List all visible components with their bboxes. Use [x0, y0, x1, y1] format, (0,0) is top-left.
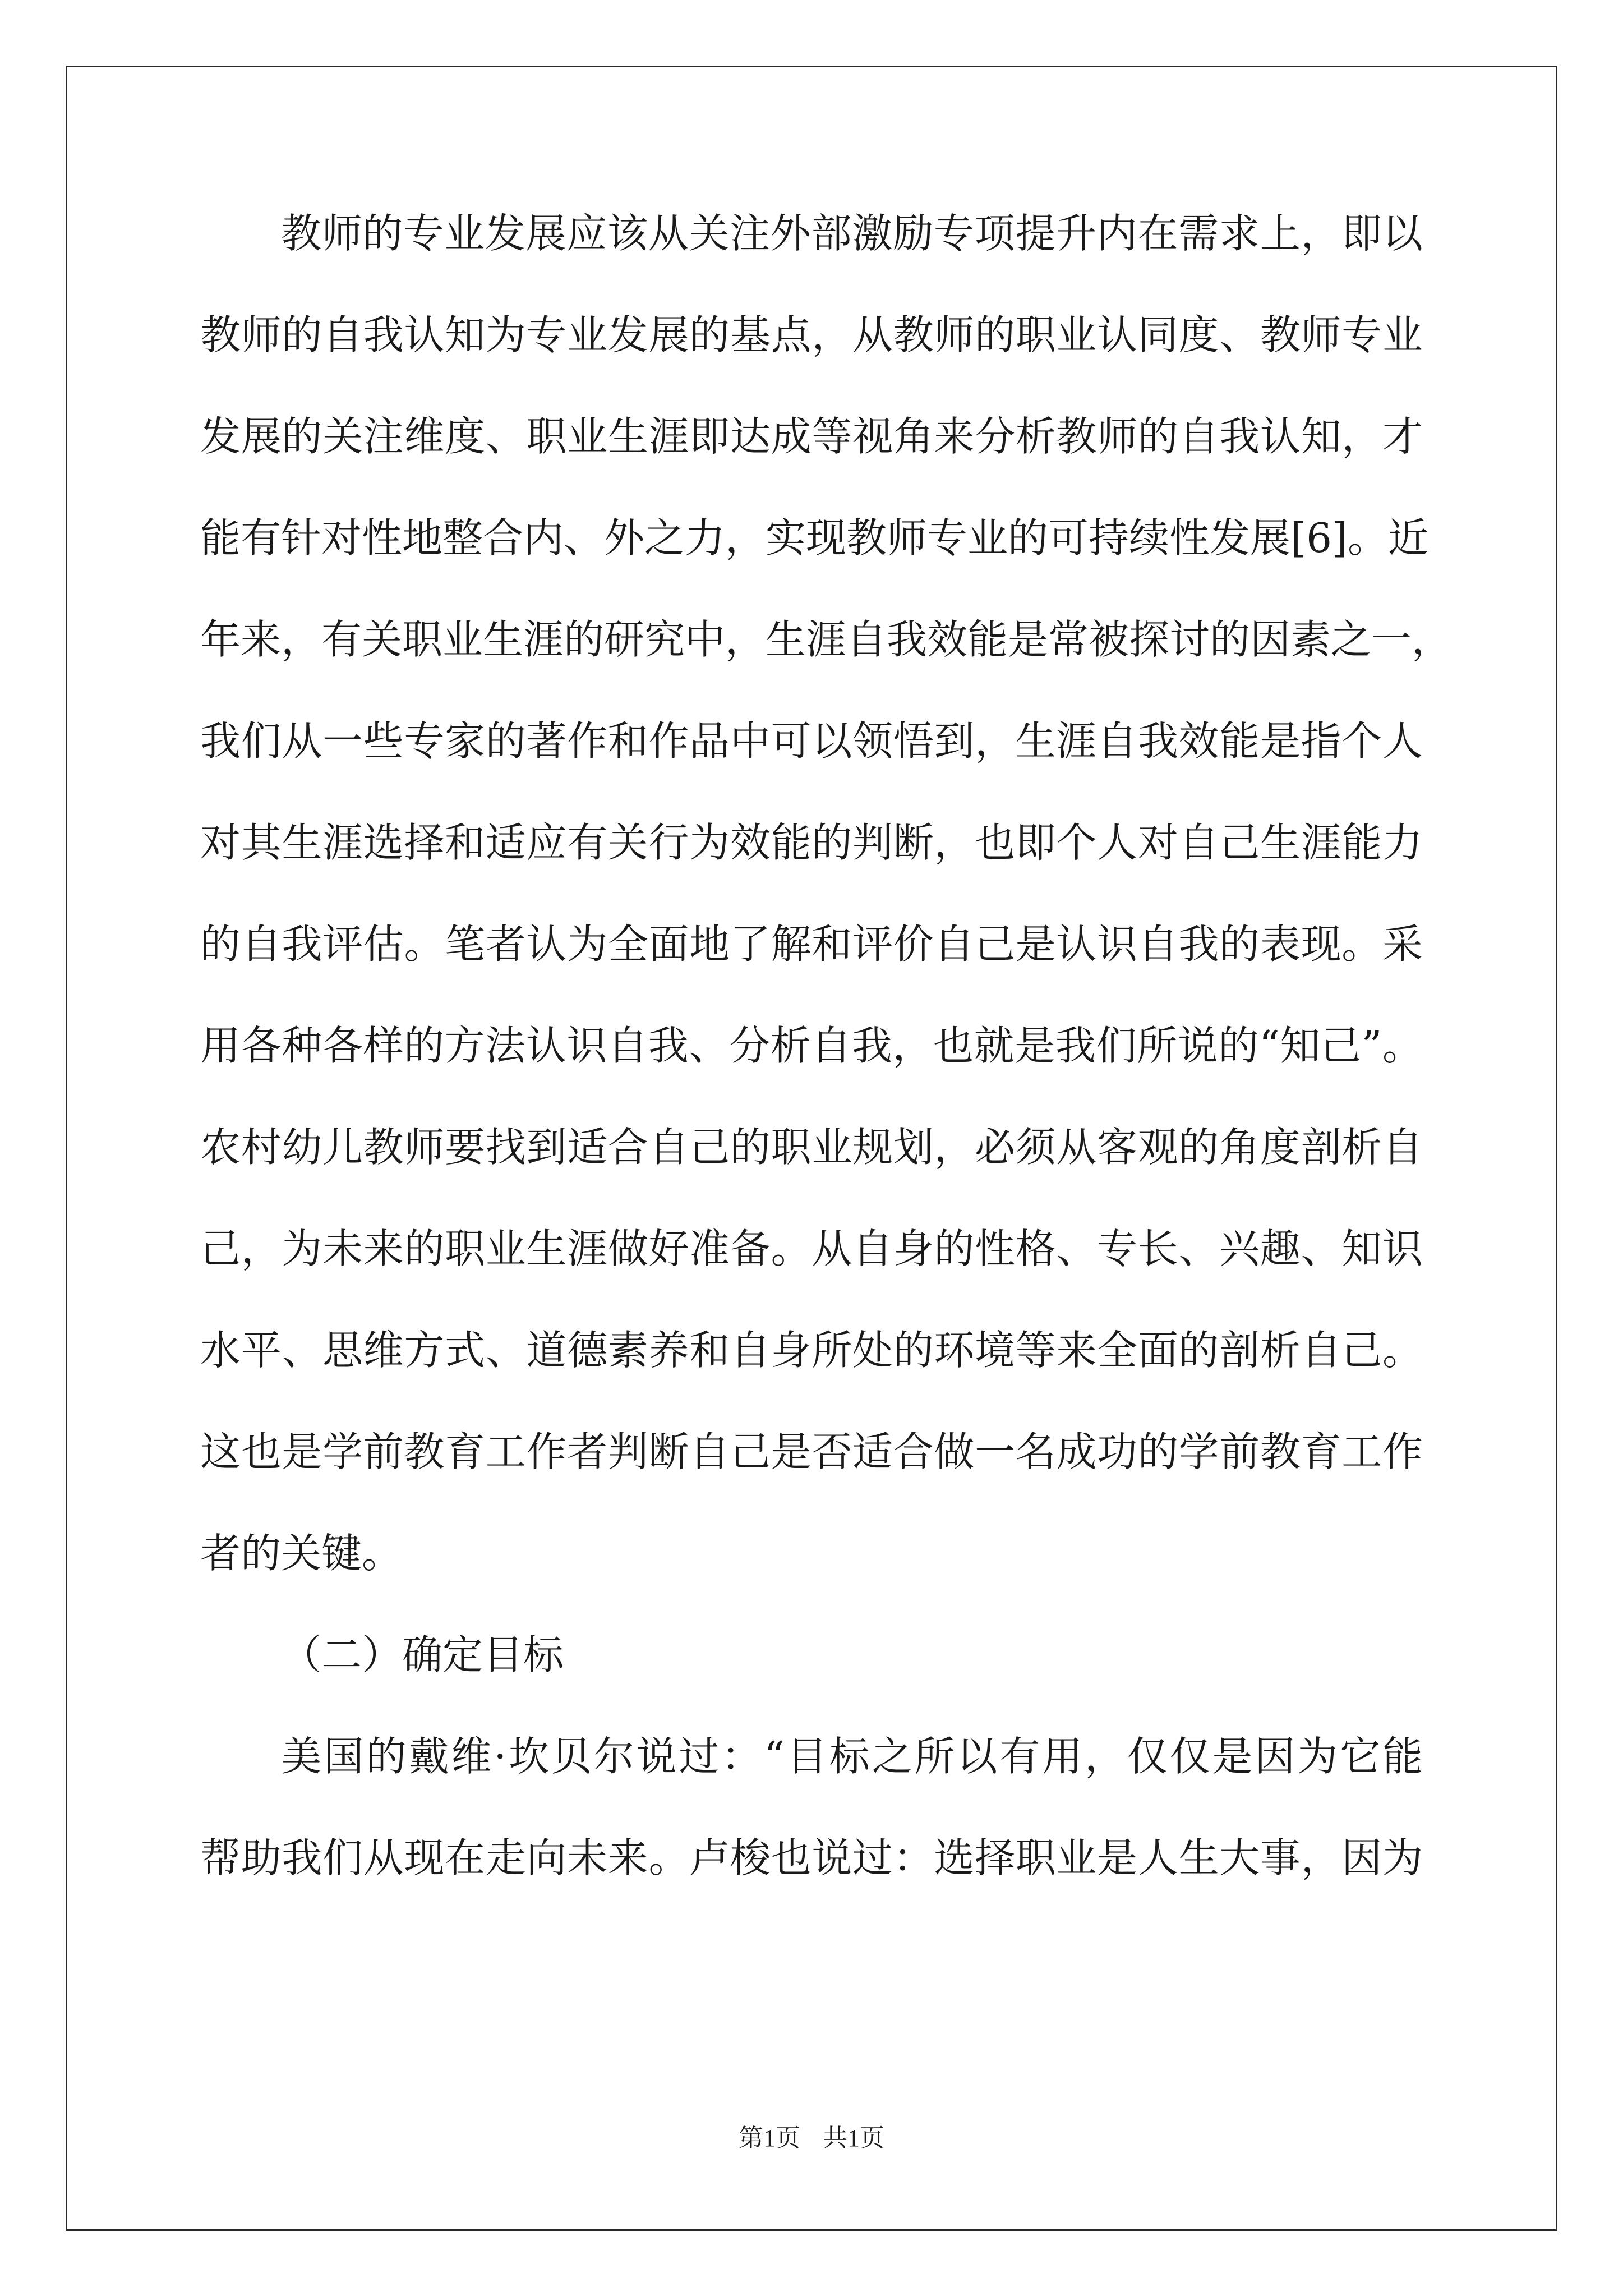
paragraph-line-8: 的自我评估。笔者认为全面地了解和评价自己是认识自我的表现。采: [200, 921, 1423, 968]
paragraph-line-7: 对其生涯选择和适应有关行为效能的判断，也即个人对自己生涯能力: [200, 819, 1423, 866]
paragraph-line-1: 教师的专业发展应该从关注外部激励专项提升内在需求上，即以: [281, 210, 1423, 257]
paragraph-line-4: 能有针对性地整合内、外之力，实现教师专业的可持续性发展[6]。近: [200, 514, 1428, 562]
section-heading: （二）确定目标: [281, 1631, 564, 1678]
paragraph-line-9: 用各种各样的方法认识自我、分析自我，也就是我们所说的“知己”。: [200, 1022, 1423, 1069]
paragraph-line-14: 者的关键。: [200, 1530, 403, 1577]
paragraph-line-16: 美国的戴维·坎贝尔说过：“目标之所以有用，仅仅是因为它能: [281, 1733, 1423, 1780]
paragraph-line-10: 农村幼儿教师要找到适合自己的职业规划，必须从客观的角度剖析自: [200, 1124, 1423, 1171]
page-footer: [0, 2126, 1623, 2151]
document-body: [200, 210, 1453, 1939]
paragraph-line-12: 水平、思维方式、道德素养和自身所处的环境等来全面的剖析自己。: [200, 1327, 1423, 1374]
page-number: 第1页: [739, 2124, 800, 2152]
paragraph-line-11: 己，为未来的职业生涯做好准备。从自身的性格、专长、兴趣、知识: [200, 1225, 1423, 1272]
page-total: 共1页: [823, 2124, 884, 2152]
paragraph-line-17: 帮助我们从现在走向未来。卢梭也说过：选择职业是人生大事，因为: [200, 1834, 1423, 1881]
paragraph-line-2: 教师的自我认知为专业发展的基点，从教师的职业认同度、教师专业: [200, 311, 1423, 358]
paragraph-line-3: 发展的关注维度、职业生涯即达成等视角来分析教师的自我认知，才: [200, 413, 1423, 460]
paragraph-line-13: 这也是学前教育工作者判断自己是否适合做一名成功的学前教育工作: [200, 1428, 1423, 1475]
paragraph-line-5: 年来，有关职业生涯的研究中，生涯自我效能是常被探讨的因素之一，: [200, 616, 1453, 663]
paragraph-line-6: 我们从一些专家的著作和作品中可以领悟到，生涯自我效能是指个人: [200, 717, 1423, 765]
